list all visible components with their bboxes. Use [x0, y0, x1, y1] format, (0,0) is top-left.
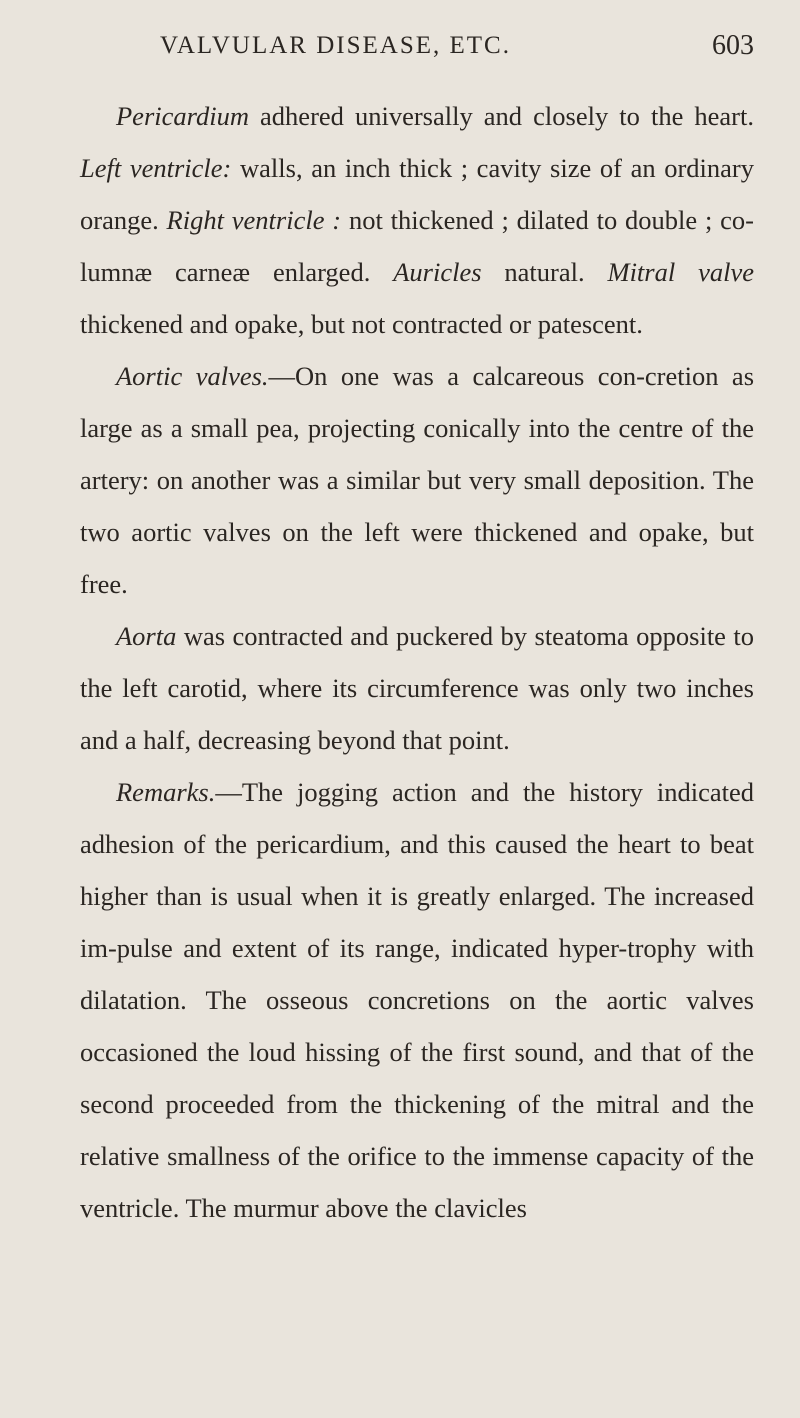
- term-right-ventricle: Right ventricle :: [166, 205, 342, 235]
- page-number: 603: [712, 30, 754, 61]
- paragraph-aorta: [80, 610, 754, 766]
- term-remarks: Remarks.: [116, 777, 216, 807]
- text-run: —On one was a calcareous con-cretion as large as a small pea, projecting conically into the centre of the artery: on another was a similar but very small deposition. The two aortic valves on the left were thickened and opake, but free.: [80, 361, 755, 599]
- term-left-ventricle: Left ventricle:: [80, 153, 232, 183]
- running-header: [80, 28, 754, 74]
- term-aortic-valves: Aortic valves.: [116, 361, 269, 391]
- body-text: [80, 90, 754, 1234]
- term-mitral-valve: Mitral valve: [607, 257, 755, 287]
- paragraph-remarks: [80, 766, 754, 1234]
- text-run: walls, an inch thick ; cavity size of an ordinary orange.: [80, 153, 754, 235]
- running-title: VALVULAR DISEASE, ETC.: [160, 32, 511, 59]
- text-run: not thickened ; dilated to double ; co-lumnæ carneæ enlarged.: [80, 205, 754, 287]
- text-run: adhered universally and closely to the heart.: [248, 101, 754, 131]
- term-pericardium: Pericardium: [116, 101, 249, 131]
- text-run: natural.: [481, 257, 608, 287]
- paragraph-pericardium: [80, 90, 754, 350]
- text-run: thickened and opake, but not contracted or patescent.: [80, 309, 643, 339]
- text-run: was contracted and puckered by steatoma opposite to the left carotid, where its circumference was only two inches and a half, decreasing beyond that point.: [80, 621, 754, 755]
- term-aorta: Aorta: [116, 621, 177, 651]
- text-run: —The jogging action and the history indicated adhesion of the pericardium, and this caused the heart to beat higher than is usual when it is greatly enlarged. The increased im-pulse and extent of its range, indicated hyper-trophy with dilatation. The osseous concretions on the aortic valves occasioned the loud hissing of the first sound, and that of the second proceeded from the thickening of the mitral and the relative smallness of the orifice to the immense capacity of the ventricle. The murmur above the clavicles: [80, 777, 754, 1223]
- term-auricles: Auricles: [393, 257, 482, 287]
- paragraph-aortic-valves: [80, 350, 754, 610]
